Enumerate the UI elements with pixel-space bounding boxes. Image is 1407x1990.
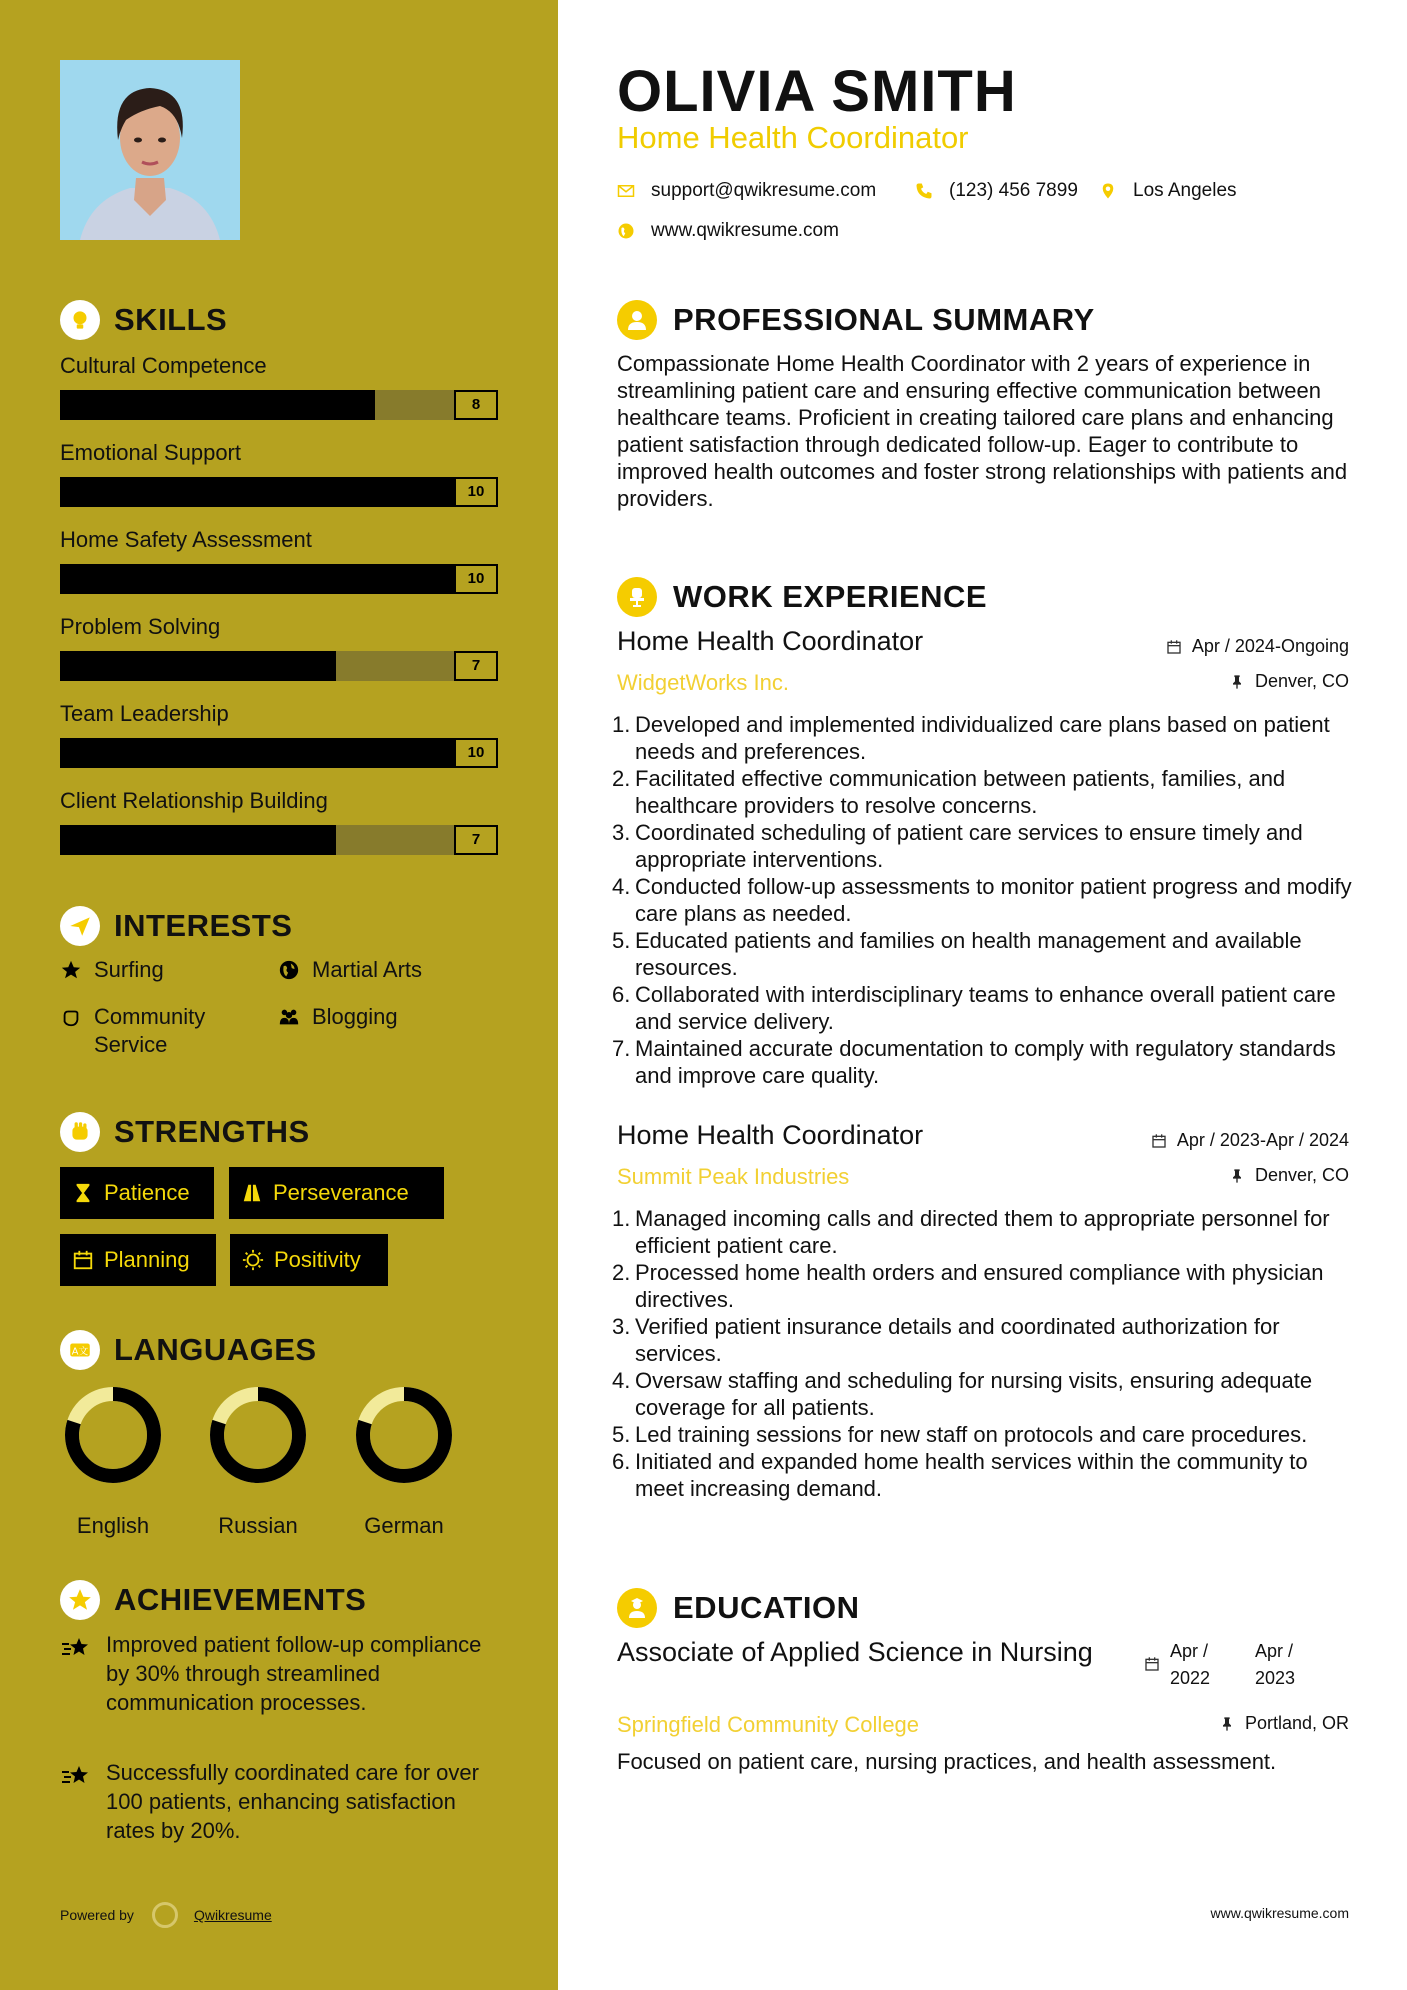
language-level-ring: [354, 1385, 454, 1485]
shooting-star-icon: [60, 1760, 92, 1792]
pushpin-icon: [1229, 674, 1245, 690]
education-end-date: Apr / 2023: [1255, 1641, 1296, 1688]
pushpin-icon: [1229, 1168, 1245, 1184]
list-item: 1. Managed incoming calls and directed them to appropriate personnel for efficient patient care.: [612, 1206, 1330, 1258]
job-company: Summit Peak Industries: [617, 1164, 850, 1189]
education-start-date: Apr / 2022: [1144, 1638, 1240, 1692]
interests-heading: INTERESTS: [60, 904, 292, 948]
job-location: Denver, CO: [1229, 671, 1349, 692]
calendar-icon: [72, 1249, 94, 1271]
achievement-item: Improved patient follow-up compliance by 30% through streamlined communication processes.: [60, 1630, 500, 1717]
skill-level: 10: [454, 564, 498, 594]
road-icon: [241, 1182, 263, 1204]
skill-name: Team Leadership: [60, 701, 229, 726]
skill-level: 8: [454, 390, 498, 420]
list-item: 2. Processed home health orders and ensured compliance with physician directives.: [612, 1260, 1324, 1312]
skill-item: [60, 524, 500, 594]
paper-plane-icon: [60, 906, 100, 946]
job-location: Denver, CO: [1229, 1165, 1349, 1186]
language-item: Russian: [188, 1385, 328, 1539]
graduate-icon: [617, 1588, 657, 1628]
achievements-heading: ACHIEVEMENTS: [60, 1578, 366, 1622]
language-item: English: [43, 1385, 183, 1539]
skill-item: [60, 611, 500, 681]
job-dates: Apr / 2024-Ongoing: [1166, 636, 1349, 657]
strength-badge: Positivity: [230, 1234, 388, 1286]
list-item: 5. Led training sessions for new staff on protocols and care procedures.: [612, 1422, 1308, 1447]
skill-bar-fill: [60, 825, 336, 855]
education-school: Springfield Community College: [617, 1712, 920, 1737]
powered-by: Powered by Qwikresume: [60, 1902, 272, 1928]
footer-website[interactable]: www.qwikresume.com: [1210, 1905, 1349, 1921]
skill-level: 7: [454, 651, 498, 681]
skill-bar-fill: [60, 651, 336, 681]
education-description: Focused on patient care, nursing practices, and health assessment.: [617, 1749, 1277, 1774]
job-responsibilities: [612, 711, 1362, 1089]
list-item: 3. Verified patient insurance details and coordinated authorization for services.: [612, 1314, 1280, 1366]
job-company: WidgetWorks Inc.: [617, 670, 789, 695]
education-degree: Associate of Applied Science in Nursing: [617, 1637, 1093, 1667]
skill-bar-fill: [60, 564, 454, 594]
map-pin-icon: [1099, 182, 1117, 200]
skills-heading: SKILLS: [60, 298, 227, 342]
list-item: 6. Initiated and expanded home health services within the community to meet increasing demand.: [612, 1449, 1308, 1501]
job-responsibilities: [612, 1205, 1362, 1502]
language-level-ring: [208, 1385, 308, 1485]
trophy-star-icon: [60, 1580, 100, 1620]
language-level-ring: [63, 1385, 163, 1485]
achievement-item: Successfully coordinated care for over 100 patients, enhancing satisfaction rates by 20%.: [60, 1758, 500, 1845]
interest-item: Community Service: [60, 1003, 260, 1059]
star-icon: [60, 956, 82, 984]
education-location: Portland, OR: [1219, 1713, 1349, 1734]
user-icon: [617, 300, 657, 340]
language-icon: [60, 1330, 100, 1370]
skill-item: [60, 785, 500, 855]
skill-item: [60, 437, 500, 507]
skill-bar-fill: [60, 738, 454, 768]
list-item: 5. Educated patients and families on health management and available resources.: [612, 928, 1302, 980]
users-icon: [278, 1003, 300, 1031]
skill-level: 7: [454, 825, 498, 855]
skill-bar: [60, 390, 498, 420]
skill-bar: [60, 651, 498, 681]
lightbulb-icon: [60, 300, 100, 340]
shooting-star-icon: [60, 1632, 92, 1664]
skill-level: 10: [454, 738, 498, 768]
qwikresume-logo-icon: [152, 1902, 178, 1928]
skill-bar: [60, 477, 498, 507]
list-item: 1. Developed and implemented individualized care plans based on patient needs and preferences.: [612, 712, 1330, 764]
contact-email[interactable]: support@qwikresume.com: [617, 180, 876, 202]
candidate-title: Home Health Coordinator: [617, 120, 969, 155]
profile-photo: [60, 60, 240, 240]
strength-badge: Perseverance: [229, 1167, 444, 1219]
office-chair-icon: [617, 577, 657, 617]
calendar-icon: [1144, 1656, 1160, 1672]
skill-level: 10: [454, 477, 498, 507]
contact-phone[interactable]: (123) 456 7899: [915, 180, 1078, 202]
list-item: 4. Conducted follow-up assessments to monitor patient progress and modify care plans as needed.: [612, 874, 1352, 926]
svg-text:A文: A文: [71, 1346, 89, 1358]
interest-item: Martial Arts: [278, 956, 422, 984]
skill-bar-fill: [60, 477, 454, 507]
contact-website[interactable]: www.qwikresume.com: [617, 220, 839, 242]
interest-item: Surfing: [60, 956, 164, 984]
summary-heading: PROFESSIONAL SUMMARY: [617, 298, 1095, 342]
envelope-icon: [617, 182, 635, 200]
strength-badge: Planning: [60, 1234, 216, 1286]
calendar-icon: [1166, 639, 1182, 655]
job-title: Home Health Coordinator: [617, 626, 924, 656]
experience-heading: WORK EXPERIENCE: [617, 575, 987, 619]
hourglass-icon: [72, 1182, 94, 1204]
language-item: German: [334, 1385, 474, 1539]
list-item: 2. Facilitated effective communication between patients, families, and healthcare providers to resolve concerns.: [612, 766, 1286, 818]
hand-icon: [60, 1003, 82, 1031]
sun-icon: [242, 1249, 264, 1271]
globe-icon: [278, 956, 300, 984]
pushpin-icon: [1219, 1716, 1235, 1732]
skill-name: Problem Solving: [60, 614, 221, 639]
globe-icon: [617, 222, 635, 240]
strengths-heading: STRENGTHS: [60, 1110, 310, 1154]
job-title: Home Health Coordinator: [617, 1120, 924, 1150]
skill-bar: [60, 738, 498, 768]
list-item: 4. Oversaw staffing and scheduling for nursing visits, ensuring adequate coverage for all patients.: [612, 1368, 1313, 1420]
fist-icon: [60, 1112, 100, 1152]
summary-text: Compassionate Home Health Coordinator with 2 years of experience in streamlining patient care and ensuring effective communication between healthcare teams. Proficient in creating tailored care plans and enhancing patient satisfaction through dedicated follow-up. Eager to contribute to improved health outcomes and foster strong relationships with patients and providers.: [617, 351, 1348, 511]
skill-bar: [60, 564, 498, 594]
candidate-name: OLIVIA SMITH: [617, 59, 1017, 124]
calendar-icon: [1151, 1133, 1167, 1149]
skill-item: [60, 350, 500, 420]
list-item: 6. Collaborated with interdisciplinary teams to enhance overall patient care and service delivery.: [612, 982, 1336, 1034]
languages-heading: A文 LANGUAGES: [60, 1328, 317, 1372]
strength-badge: Patience: [60, 1167, 214, 1219]
skill-name: Home Safety Assessment: [60, 527, 312, 552]
sidebar: [0, 0, 558, 1990]
skill-item: [60, 698, 500, 768]
list-item: 7. Maintained accurate documentation to comply with regulatory standards and improve care quality.: [612, 1036, 1336, 1088]
job-dates: Apr / 2023-Apr / 2024: [1151, 1130, 1349, 1151]
skill-bar-fill: [60, 390, 375, 420]
qwikresume-link[interactable]: Qwikresume: [193, 1907, 272, 1923]
skill-name: Emotional Support: [60, 440, 241, 465]
contact-location: Los Angeles: [1099, 180, 1237, 202]
list-item: 3. Coordinated scheduling of patient care services to ensure timely and appropriate interventions.: [612, 820, 1303, 872]
skill-name: Cultural Competence: [60, 353, 267, 378]
skill-bar: [60, 825, 498, 855]
phone-icon: [915, 182, 933, 200]
interest-item: Blogging: [278, 1003, 398, 1031]
skill-name: Client Relationship Building: [60, 788, 328, 813]
education-heading: EDUCATION: [617, 1586, 859, 1630]
